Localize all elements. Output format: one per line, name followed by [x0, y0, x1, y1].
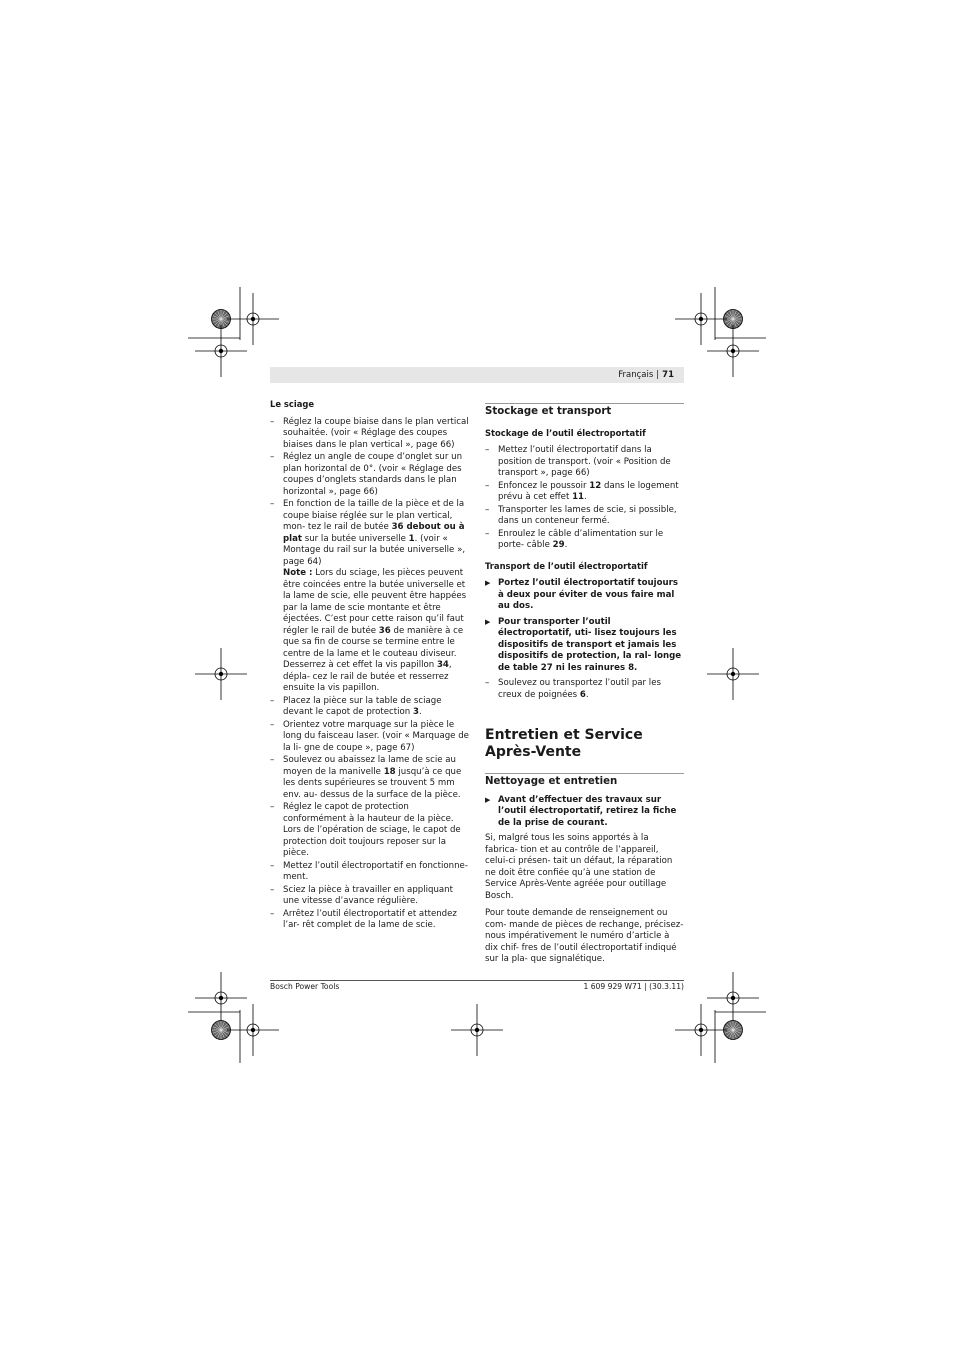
maintenance-title: Entretien et Service Après-Vente [485, 727, 643, 760]
footer-brand: Bosch Power Tools [270, 982, 340, 991]
transport-warnings [485, 578, 684, 674]
list-item: – Placez la pièce sur la table de sciage devant le capot de protection 3. [270, 696, 469, 719]
list-item: – Réglez un angle de coupe d’onglet sur un plan horizontal de 0°. (voir « Réglage des coupes d’onglets standards dans le plan horizontal », page 66) [270, 452, 469, 498]
transport-heading: Transport de l’outil électroportatif [485, 560, 648, 571]
list-item: – Réglez le capot de protection conformément à la hauteur de la pièce. Lors de l’opération de sciage, le capot de protection doit toujours reposer sur la pièce. [270, 802, 469, 860]
cutting-note: Lors de l’opération de sciage, le capot de protection doit toujours reposer sur la pièce. [283, 825, 461, 858]
header-language: Français [618, 370, 654, 380]
note-text: Note : Lors du sciage, les pièces peuvent être coincées entre la butée universelle et la lame de scie, elle peuvent être happées par la lame de scie montante et être éjectées. C’est pour cette raison qu’il faut régler le rail de butée 36 de manière à ce que sa fin de course se termine entre le centre de la lame et le couteau diviseur. [283, 568, 467, 659]
footer-doc-id: 1 609 929 W71 | (30.3.11) [583, 982, 684, 991]
cleaning-title: Nettoyage et entretien [485, 773, 684, 788]
right-column [485, 403, 684, 972]
loosen-text: Desserrez à cet effet la vis papillon 34, dépla- cez le rail de butée et resserrez ensuite la vis papillon. [283, 660, 452, 693]
header-separator: | [656, 370, 660, 380]
list-item: – Enroulez le câble d’alimentation sur le porte- câble 29. [485, 529, 684, 552]
page-number: 71 [662, 370, 674, 380]
list-item: – Sciez la pièce à travailler en appliquant une vitesse d’avance régulière. [270, 885, 469, 908]
list-item: – Orientez votre marquage sur la pièce le long du faisceau laser. (voir « Marquage de la li- gne de coupe », page 67) [270, 720, 469, 755]
header-text [618, 369, 674, 381]
spare-parts-paragraph: Pour toute demande de renseignement ou com- mande de pièces de rechange, précisez-nous impérativement le numéro d’article à dix chif- fres de l’outil électroportatif indiqué sur la pla- que signalétique. [485, 908, 684, 964]
list-item: – Mettez l’outil électroportatif dans la position de transport. (voir « Position de transport », page 66) [485, 445, 684, 480]
service-paragraph: Si, malgré tous les soins apportés à la fabrica- tion et au contrôle de l’appareil, celui-ci présen- tait un défaut, la réparation ne doit être confiée qu’à une station de Service Après-Vente agréée pour outillage Bosch. [485, 833, 673, 901]
list-item: – En fonction de la taille de la pièce et de la coupe biaise réglée sur le plan vertical, mon- tez le rail de butée 36 debout ou à plat sur la butée universelle 1. (voir « Montage du rail sur la butée universelle », page 64) Note : Lors du sciage, les pièces peuvent être coincées entre la butée universelle et la lame de scie, elle peuvent être happées par la lame de scie montante et être éjectées. C’est pour cette raison qu’il faut régler le rail de butée 36 de manière à ce que sa fin de course se termine entre le centre de la lame et le couteau diviseur. Desserrez à cet effet la vis papillon 34, dépla- cez le rail de butée et resserrez ensuite la vis papillon. [270, 499, 469, 695]
storage-heading: Stockage de l’outil électroportatif [485, 427, 646, 438]
transport-steps [485, 678, 684, 701]
sawing-steps [270, 417, 469, 932]
list-item: – Transporter les lames de scie, si possible, dans un conteneur fermé. [485, 505, 684, 528]
page-header [270, 367, 684, 383]
list-item: – Soulevez ou transportez l’outil par les creux de poignées 6. [485, 678, 684, 701]
list-item: – Réglez la coupe biaise dans le plan vertical souhaitée. (voir « Réglage des coupes biaises dans le plan vertical », page 66) [270, 417, 469, 452]
storage-transport-title: Stockage et transport [485, 403, 684, 418]
list-item: – Enfoncez le poussoir 12 dans le logement prévu à cet effet 11. [485, 481, 684, 504]
left-column [270, 399, 469, 933]
list-item: – Arrêtez l’outil électroportatif et attendez l’ar- rêt complet de la lame de scie. [270, 909, 469, 932]
storage-steps [485, 445, 684, 552]
sawing-heading: Le sciage [270, 399, 315, 409]
list-item: – Soulevez ou abaissez la lame de scie au moyen de la manivelle 18 jusqu’à ce que les dents supérieures se trouvent 5 mm env. au- dessus de la surface de la pièce. [270, 755, 469, 801]
list-item: – Mettez l’outil électroportatif en fonctionne- ment. [270, 861, 469, 884]
cleaning-warnings [485, 795, 684, 830]
warning-item: ▶ Pour transporter l’outil électroportatif, uti- lisez toujours les dispositifs de transport et jamais les dispositifs de protection, la ral- longe de table 27 ni les rainures 8. [485, 617, 684, 675]
footer-rule [270, 980, 684, 981]
warning-item: ▶ Portez l’outil électroportatif toujours à deux pour éviter de vous faire mal au dos. [485, 578, 684, 613]
warning-item: ▶ Avant d’effectuer des travaux sur l’outil électroportatif, retirez la fiche de la prise de courant. [485, 795, 684, 830]
